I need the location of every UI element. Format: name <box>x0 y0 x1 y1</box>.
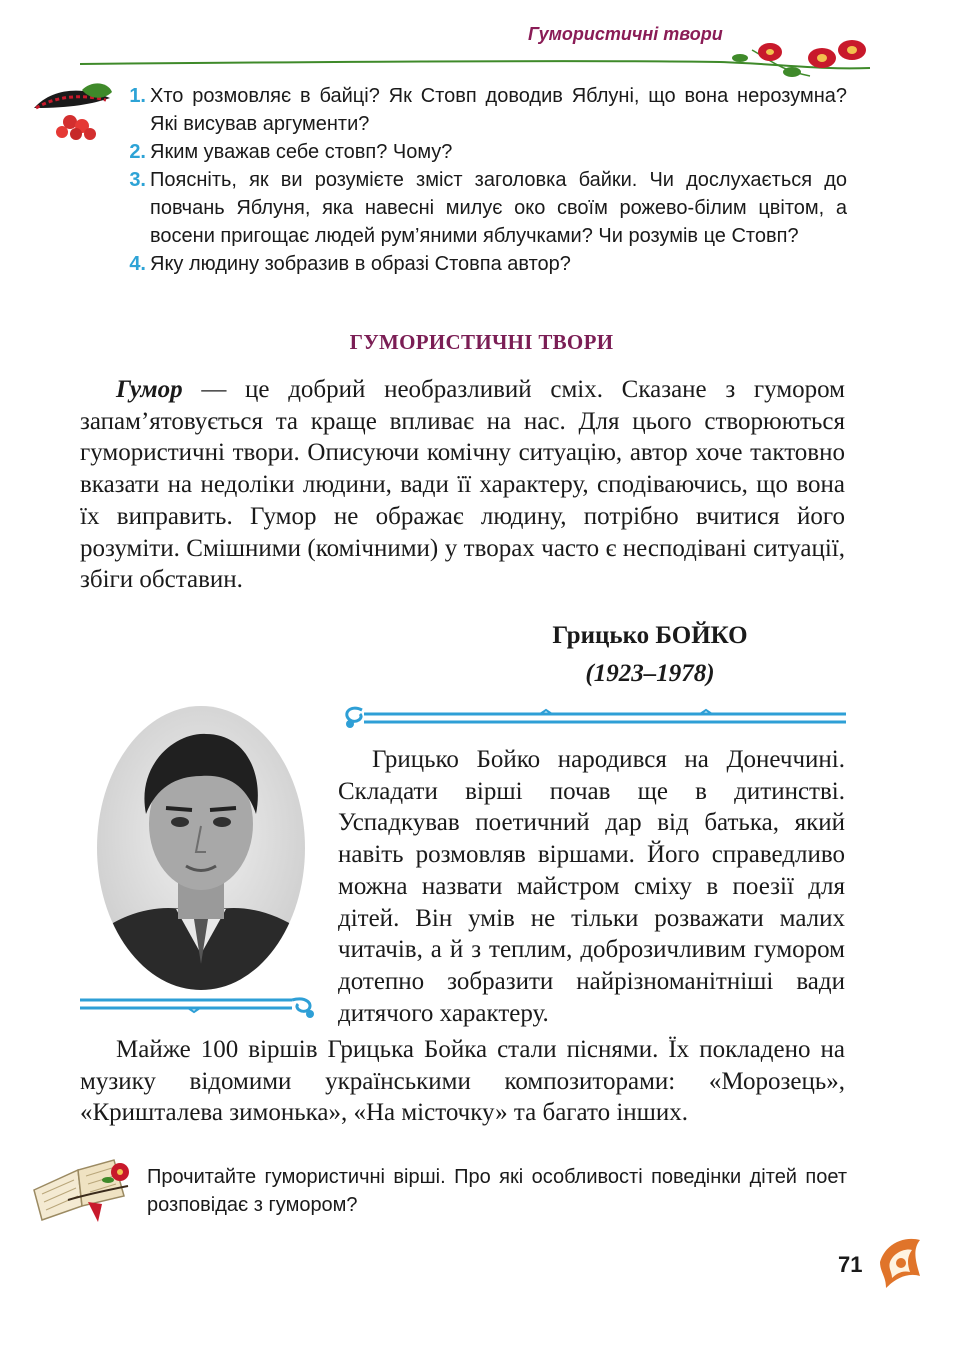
question-text: Хто розмовляє в байці? Як Стовп доводив Яблуні, що вона нерозумна? Які висував аргументи? <box>150 85 847 135</box>
reading-task: Прочитайте гумористичні вірші. Про які особливості поведінки дітей поет розповідає з гумором? <box>147 1166 847 1216</box>
author-years: (1923–1978) <box>585 660 715 687</box>
flower-sprig-icon <box>80 40 880 80</box>
running-header: Гумористичні твори <box>528 24 723 44</box>
question-item <box>112 166 847 250</box>
author-portrait <box>96 704 306 992</box>
ornament-rule-bottom <box>78 990 318 1020</box>
author-songs-paragraph: Майже 100 віршів Грицька Бойка стали піснями. Їх покладено на музику відомими українськими композиторами: «Морозець», «Кришталева зимонька», «На місточку» та багато інших. <box>80 1036 845 1127</box>
question-number: 1. <box>129 85 146 107</box>
ornament-rule-top <box>340 700 850 732</box>
floral-corner-icon <box>876 1232 924 1290</box>
viburnum-leaf-icon <box>32 78 114 142</box>
question-item <box>112 82 847 138</box>
question-number: 3. <box>129 169 146 191</box>
question-text: Яким уважав себе стовп? Чому? <box>150 141 453 163</box>
question-item <box>112 138 847 166</box>
humor-term: Гумор <box>116 376 183 403</box>
question-text: Яку людину зобразив в образі Стовпа автор? <box>150 253 571 275</box>
author-name: Грицько БОЙКО <box>552 622 748 649</box>
open-book-icon <box>28 1150 136 1224</box>
question-text: Поясніть, як ви розумієте зміст заголовка байки. Чи дослухається до повчань Яблуня, яка навесні милує око своїм рожево-білим цвітом, а восени пригощає людей рум’яними яблучками? Чи розумів це Стовп? <box>150 169 847 247</box>
question-item <box>112 250 847 278</box>
page-number: 71 <box>838 1252 863 1277</box>
author-biography: Грицько Бойко народився на Донеччині. Складати вірші почав ще в дитинстві. Успадкував поетичний дар від батька, який навіть розмовляв віршами. Його справедливо можна назвати майстром сміху в поезії для дітей. Він умів не тільки розважати малих читачів, а й з теплим, доброзичливим гумором дотепно зобразити найрізноманітніші вади дитячого характеру. <box>338 746 845 1027</box>
questions-list <box>112 82 847 278</box>
question-number: 4. <box>129 253 146 275</box>
question-number: 2. <box>129 141 146 163</box>
section-heading: ГУМОРИСТИЧНІ ТВОРИ <box>349 330 614 354</box>
humor-definition <box>80 374 845 596</box>
humor-definition-text: — це добрий необразливий сміх. Сказане з гумором запам’ятовується та краще впливає на нас. Для цього створюються гумористичні твори. Описуючи комічну ситуацію, автор хоче тактовно вказати на недоліки людини, вади її характеру, сподіваючись, що вона їх виправить. Гумор не ображає людину, потрібно вчитися його розуміти. Смішними (комічними) у творах часто є несподівані ситуації, збіги обставин. <box>80 376 845 594</box>
